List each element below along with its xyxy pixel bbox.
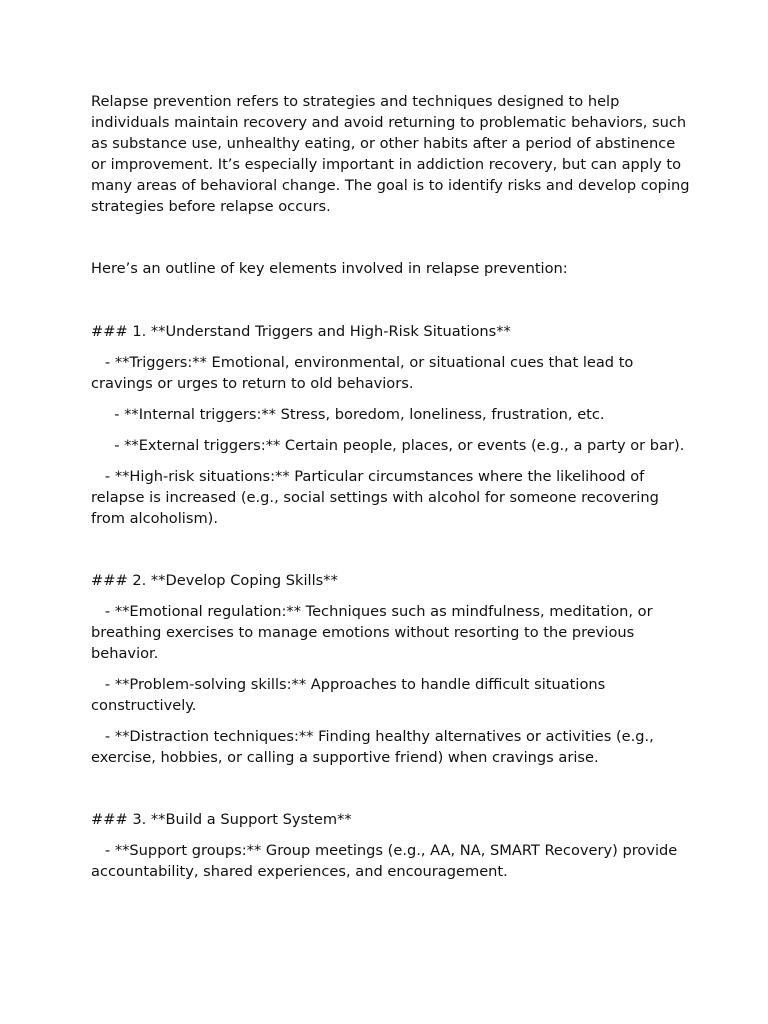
section-heading: ### 2. **Develop Coping Skills**	[91, 572, 338, 589]
section-2	[91, 570, 691, 768]
list-item: - **High-risk situations:** Particular circumstances where the likelihood of relapse is increased (e.g., social settings with alcohol for someone recovering from alcoholism).	[91, 468, 664, 527]
list-item: - **Emotional regulation:** Techniques such as mindfulness, meditation, or breathing exercises to manage emotions without resorting to the previous behavior.	[91, 603, 658, 662]
section-3	[91, 809, 691, 882]
intro-paragraph: Relapse prevention refers to strategies and techniques designed to help individuals maintain recovery and avoid returning to problematic behaviors, such as substance use, unhealthy eating, or other habits after a period of abstinence or improvement. It’s especially important in addiction recovery, but can apply to many areas of behavioral change. The goal is to identify risks and develop coping strategies before relapse occurs.	[91, 93, 695, 215]
list-item: - **Distraction techniques:** Finding healthy alternatives or activities (e.g., exercise, hobbies, or calling a supportive friend) when cravings arise.	[91, 728, 659, 766]
document-page	[91, 91, 695, 923]
outline-paragraph: Here’s an outline of key elements involved in relapse prevention:	[91, 260, 568, 277]
list-item: - **Internal triggers:** Stress, boredom, loneliness, frustration, etc.	[91, 406, 605, 423]
list-item: - **External triggers:** Certain people, places, or events (e.g., a party or bar).	[91, 437, 685, 454]
section-heading: ### 3. **Build a Support System**	[91, 811, 352, 828]
section-heading: ### 1. **Understand Triggers and High-Risk Situations**	[91, 323, 511, 340]
section-1	[91, 321, 691, 529]
list-item: - **Problem-solving skills:** Approaches to handle difficult situations constructively.	[91, 676, 610, 714]
list-item: - **Triggers:** Emotional, environmental, or situational cues that lead to cravings or urges to return to old behaviors.	[91, 354, 638, 392]
list-item: - **Support groups:** Group meetings (e.g., AA, NA, SMART Recovery) provide accountability, shared experiences, and encouragement.	[91, 842, 682, 880]
